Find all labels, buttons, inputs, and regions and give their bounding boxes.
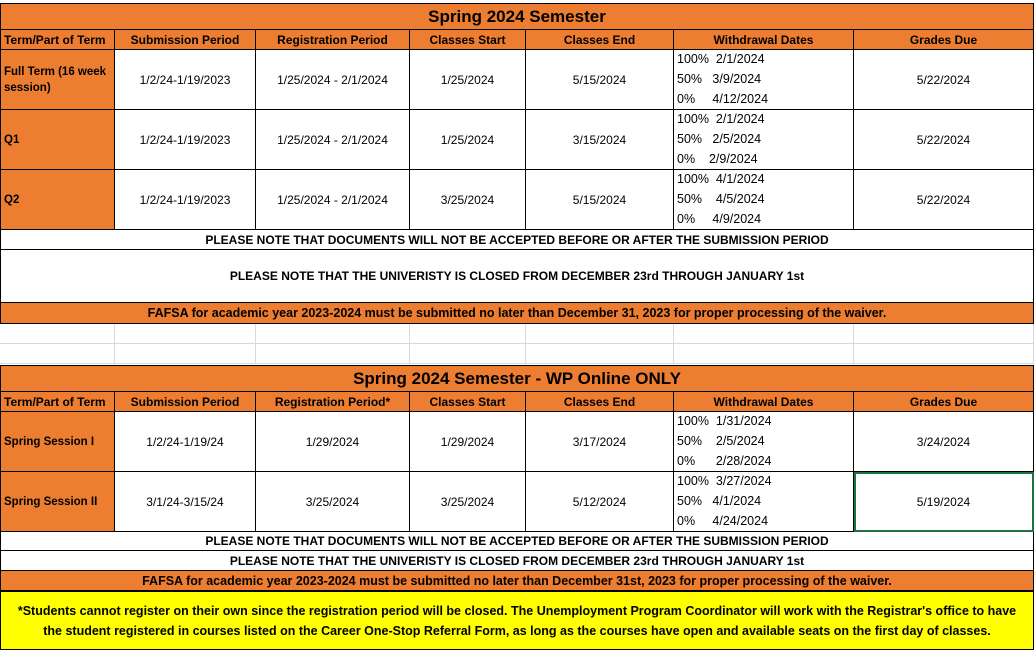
empty-cell[interactable] [526, 324, 674, 344]
table-row [0, 472, 1034, 532]
header-classes-end[interactable]: Classes End [526, 30, 674, 50]
classes-end-cell[interactable]: 5/15/2024 [526, 170, 674, 230]
withdrawal-0: 0% 4/12/2024 [677, 91, 769, 106]
header-registration[interactable]: Registration Period* [256, 392, 410, 412]
note-documents[interactable]: PLEASE NOTE THAT DOCUMENTS WILL NOT BE ACCEPTED BEFORE OR AFTER THE SUBMISSION PERIOD [0, 532, 1034, 551]
withdrawal-100: 100% 3/27/2024 [677, 474, 772, 489]
empty-cell[interactable] [256, 344, 410, 364]
term-cell[interactable]: Q2 [0, 170, 115, 230]
withdrawal-50: 50% 2/5/2024 [677, 433, 765, 448]
registration-cell[interactable]: 1/29/2024 [256, 412, 410, 472]
table1-header-row [0, 30, 1034, 50]
empty-cell[interactable] [115, 344, 256, 364]
withdrawal-0: 0% 4/9/2024 [677, 211, 762, 226]
withdrawal-cell[interactable] [674, 472, 854, 532]
term-cell[interactable]: Spring Session II [0, 472, 115, 532]
empty-row [0, 324, 1034, 344]
grades-due-cell[interactable]: 5/22/2024 [854, 50, 1034, 110]
note-documents[interactable]: PLEASE NOTE THAT DOCUMENTS WILL NOT BE ACCEPTED BEFORE OR AFTER THE SUBMISSION PERIOD [0, 230, 1034, 250]
classes-start-cell[interactable]: 3/25/2024 [410, 170, 526, 230]
withdrawal-50: 50% 4/5/2024 [677, 191, 765, 206]
withdrawal-100: 100% 4/1/2024 [677, 172, 765, 187]
registration-footnote[interactable]: *Students cannot register on their own since the registration period will be closed. The Unemployment Program Coordinator will work with the Registrar's office to have the student registered in courses listed on the Career One-Stop Referral Form, as long as the courses have open and available seats on the first day of classes. [0, 591, 1034, 650]
empty-cell[interactable] [674, 324, 854, 344]
header-submission[interactable]: Submission Period [115, 30, 256, 50]
registration-cell[interactable]: 3/25/2024 [256, 472, 410, 532]
header-classes-start[interactable]: Classes Start [410, 30, 526, 50]
empty-cell[interactable] [854, 324, 1034, 344]
classes-start-cell[interactable]: 1/25/2024 [410, 110, 526, 170]
header-grades-due[interactable]: Grades Due [854, 30, 1034, 50]
grades-due-cell[interactable]: 5/22/2024 [854, 110, 1034, 170]
submission-cell[interactable]: 1/2/24-1/19/2023 [115, 170, 256, 230]
empty-row [0, 344, 1034, 364]
header-grades-due[interactable]: Grades Due [854, 392, 1034, 412]
withdrawal-0: 0% 2/9/2024 [677, 151, 758, 166]
table2-title[interactable]: Spring 2024 Semester - WP Online ONLY [0, 365, 1034, 392]
table-row [0, 110, 1034, 170]
classes-end-cell[interactable]: 5/15/2024 [526, 50, 674, 110]
withdrawal-100: 100% 2/1/2024 [677, 52, 765, 67]
note-fafsa[interactable]: FAFSA for academic year 2023-2024 must be submitted no later than December 31st, 2023 for proper processing of the waiver. [0, 571, 1034, 591]
header-withdrawal[interactable]: Withdrawal Dates [674, 30, 854, 50]
header-submission[interactable]: Submission Period [115, 392, 256, 412]
header-term[interactable]: Term/Part of Term [0, 392, 115, 412]
empty-cell[interactable] [526, 344, 674, 364]
grades-due-cell[interactable]: 3/24/2024 [854, 412, 1034, 472]
withdrawal-0: 0% 2/28/2024 [677, 453, 772, 468]
classes-start-cell[interactable]: 3/25/2024 [410, 472, 526, 532]
classes-end-cell[interactable]: 3/17/2024 [526, 412, 674, 472]
withdrawal-100: 100% 1/31/2024 [677, 414, 772, 429]
empty-cell[interactable] [256, 324, 410, 344]
withdrawal-50: 50% 4/1/2024 [677, 493, 762, 508]
withdrawal-50: 50% 3/9/2024 [677, 71, 762, 86]
table-row [0, 170, 1034, 230]
empty-cell[interactable] [115, 324, 256, 344]
classes-start-cell[interactable]: 1/25/2024 [410, 50, 526, 110]
classes-end-cell[interactable]: 3/15/2024 [526, 110, 674, 170]
withdrawal-cell[interactable] [674, 170, 854, 230]
submission-cell[interactable]: 3/1/24-3/15/24 [115, 472, 256, 532]
empty-cell[interactable] [410, 344, 526, 364]
registration-cell[interactable]: 1/25/2024 - 2/1/2024 [256, 170, 410, 230]
note-fafsa[interactable]: FAFSA for academic year 2023-2024 must be submitted no later than December 31, 2023 for proper processing of the waiver. [0, 303, 1034, 324]
empty-cell[interactable] [0, 344, 115, 364]
withdrawal-cell[interactable] [674, 110, 854, 170]
registration-cell[interactable]: 1/25/2024 - 2/1/2024 [256, 50, 410, 110]
withdrawal-100: 100% 2/1/2024 [677, 112, 765, 127]
empty-cell[interactable] [410, 324, 526, 344]
withdrawal-cell[interactable] [674, 412, 854, 472]
table1-title[interactable]: Spring 2024 Semester [0, 3, 1034, 30]
withdrawal-50: 50% 2/5/2024 [677, 131, 762, 146]
header-classes-start[interactable]: Classes Start [410, 392, 526, 412]
term-cell[interactable]: Spring Session I [0, 412, 115, 472]
registration-cell[interactable]: 1/25/2024 - 2/1/2024 [256, 110, 410, 170]
table2-header-row [0, 392, 1034, 412]
note-university-closed[interactable]: PLEASE NOTE THAT THE UNIVERISTY IS CLOSED FROM DECEMBER 23rd THROUGH JANUARY 1st [0, 250, 1034, 303]
table-row [0, 50, 1034, 110]
withdrawal-0: 0% 4/24/2024 [677, 513, 769, 528]
withdrawal-cell[interactable] [674, 50, 854, 110]
submission-cell[interactable]: 1/2/24-1/19/24 [115, 412, 256, 472]
grades-due-cell-selected[interactable]: 5/19/2024 [854, 472, 1034, 532]
term-cell[interactable]: Full Term (16 week session) [0, 50, 115, 110]
header-term[interactable]: Term/Part of Term [0, 30, 115, 50]
term-cell[interactable]: Q1 [0, 110, 115, 170]
empty-cell[interactable] [854, 344, 1034, 364]
submission-cell[interactable]: 1/2/24-1/19/2023 [115, 50, 256, 110]
note-university-closed[interactable]: PLEASE NOTE THAT THE UNIVERISTY IS CLOSED FROM DECEMBER 23rd THROUGH JANUARY 1st [0, 551, 1034, 571]
grades-due-cell[interactable]: 5/22/2024 [854, 170, 1034, 230]
header-registration[interactable]: Registration Period [256, 30, 410, 50]
table-row [0, 412, 1034, 472]
classes-end-cell[interactable]: 5/12/2024 [526, 472, 674, 532]
header-withdrawal[interactable]: Withdrawal Dates [674, 392, 854, 412]
classes-start-cell[interactable]: 1/29/2024 [410, 412, 526, 472]
empty-cell[interactable] [0, 324, 115, 344]
header-classes-end[interactable]: Classes End [526, 392, 674, 412]
submission-cell[interactable]: 1/2/24-1/19/2023 [115, 110, 256, 170]
empty-cell[interactable] [674, 344, 854, 364]
